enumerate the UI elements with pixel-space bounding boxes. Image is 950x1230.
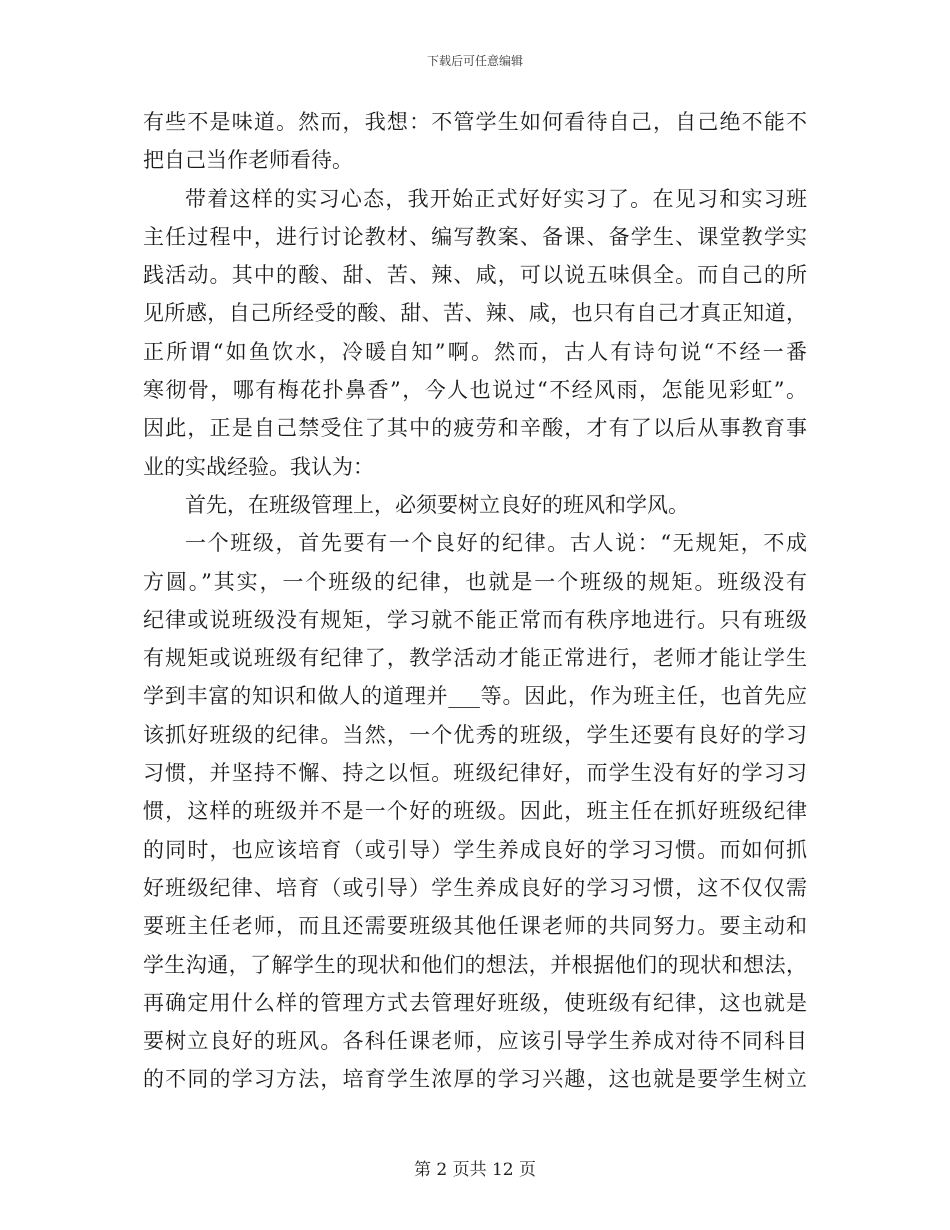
- text-line: 主任过程中，进行讨论教材、编写教案、备课、备学生、课堂教学实: [143, 224, 807, 249]
- text-line: 好班级纪律、培育（或引导）学生养成良好的学习习惯，这不仅仅需: [143, 875, 807, 900]
- text-line: 要树立良好的班风。各科任课老师，应该引导学生养成对待不同科目: [143, 1029, 807, 1054]
- text-line: 再确定用什么样的管理方式去管理好班级，使班级有纪律，这也就是: [143, 990, 807, 1015]
- text-line: 方圆。”其实，一个班级的纪律，也就是一个班级的规矩。班级没有: [143, 569, 807, 594]
- paragraph-first-line: 带着这样的实习心态，我开始正式好好实习了。在见习和实习班: [185, 186, 807, 211]
- text-line: 惯，这样的班级并不是一个好的班级。因此，班主任在抓好班级纪律: [143, 799, 807, 824]
- paragraph-first-line: 一个班级，首先要有一个良好的纪律。古人说：“无规矩，不成: [185, 531, 807, 556]
- text-line: 有规矩或说班级有纪律了，教学活动才能正常进行，老师才能让学生: [143, 646, 807, 671]
- text-line: 的不同的学习方法，培育学生浓厚的学习兴趣，这也就是要学生树立: [143, 1067, 807, 1092]
- document-body: [143, 103, 807, 1099]
- text-line: 学生沟通，了解学生的现状和他们的想法，并根据他们的现状和想法，: [143, 952, 807, 977]
- text-line: 要班主任老师，而且还需要班级其他任课老师的共同努力。要主动和: [143, 914, 807, 939]
- text-line: 业的实战经验。我认为：: [143, 454, 374, 479]
- text-line: 见所感，自己所经受的酸、甜、苦、辣、咸，也只有自己才真正知道，: [143, 301, 807, 326]
- text-line: 习惯，并坚持不懈、持之以恒。班级纪律好，而学生没有好的学习习: [143, 761, 807, 786]
- page-number: 第 2 页共 12 页: [413, 1160, 537, 1180]
- page-header: 下载后可任意编辑: [426, 54, 523, 68]
- text-line: 践活动。其中的酸、甜、苦、辣、咸，可以说五味俱全。而自己的所: [143, 263, 807, 288]
- text-line: 正所谓“如鱼饮水，冷暖自知”啊。然而，古人有诗句说“不经一番: [143, 339, 807, 364]
- text-line: 的同时，也应该培育（或引导）学生养成良好的学习习惯。而如何抓: [143, 837, 807, 862]
- text-line: 纪律或说班级没有规矩，学习就不能正常而有秩序地进行。只有班级: [143, 607, 807, 632]
- text-line: 该抓好班级的纪律。当然，一个优秀的班级，学生还要有良好的学习: [143, 722, 807, 747]
- text-line: 因此，正是自己禁受住了其中的疲劳和辛酸，才有了以后从事教育事: [143, 416, 807, 441]
- text-line: 有些不是味道。然而，我想：不管学生如何看待自己，自己绝不能不: [143, 110, 807, 134]
- paragraph-first-line: 首先，在班级管理上，必须要树立良好的班风和学风。: [185, 492, 689, 517]
- text-line: 把自己当作老师看待。: [143, 148, 353, 173]
- text-line: 寒彻骨，哪有梅花扑鼻香”，今人也说过“不经风雨，怎能见彩虹”。: [143, 378, 807, 403]
- text-line: 学到丰富的知识和做人的道理并___等。因此，作为班主任，也首先应: [143, 684, 807, 709]
